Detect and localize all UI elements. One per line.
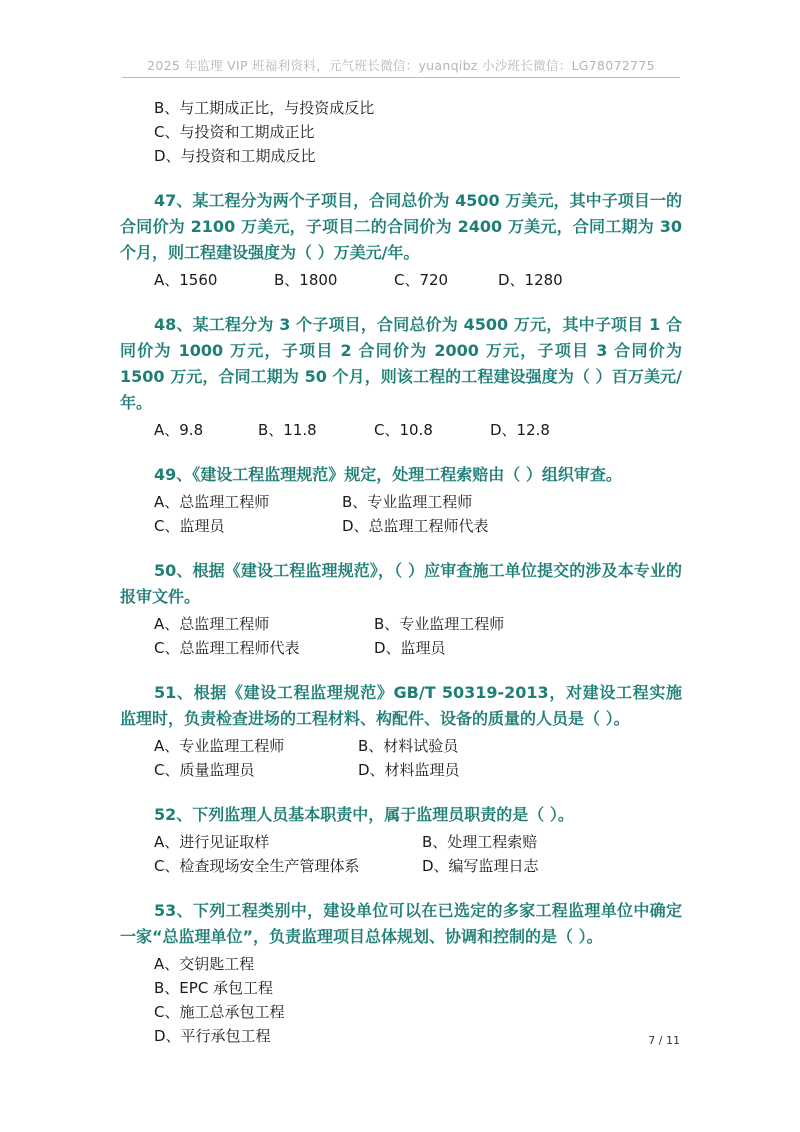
option-a: A、总监理工程师: [154, 615, 270, 633]
question-46-tail: [120, 96, 682, 168]
option-a: A、9.8: [154, 421, 204, 439]
option-b: B、专业监理工程师: [374, 615, 505, 633]
option-d: D、1280: [498, 271, 563, 289]
option-d: D、平行承包工程: [154, 1027, 271, 1045]
option-c: C、总监理工程师代表: [154, 639, 300, 657]
option-a: A、进行见证取样: [154, 833, 270, 851]
option-row: [120, 854, 682, 878]
option-d: D、监理员: [374, 639, 446, 657]
option-b: B、1800: [274, 271, 338, 289]
option-d: D、材料监理员: [358, 761, 460, 779]
header-divider: [122, 77, 680, 78]
option-row: [120, 636, 682, 660]
option-a: A、专业监理工程师: [154, 737, 285, 755]
question-53: [120, 898, 682, 1048]
option-row: [120, 268, 682, 292]
option-row: [120, 612, 682, 636]
question-47: [120, 188, 682, 292]
page-header: 2025 年监理 VIP 班福利资料，元气班长微信：yuanqibz 小沙班长微信：LG78072775: [147, 58, 655, 73]
option-row: [120, 734, 682, 758]
option-row: [120, 830, 682, 854]
question-stem: 48、某工程分为 3 个子项目，合同总价为 4500 万元，其中子项目 1 合同价为 1000 万元，子项目 2 合同价为 2000 万元，子项目 3 合同价为 1500 万元，合同工期为 50 个月，则该工程的工程建设强度为（ ）百万美元/年。: [120, 315, 682, 412]
option-c: C、与投资和工期成正比: [154, 123, 315, 141]
option-row: [120, 514, 682, 538]
option-c: C、720: [394, 271, 449, 289]
question-stem: 53、下列工程类别中，建设单位可以在已选定的多家工程监理单位中确定一家“总监理单位”，负责监理项目总体规划、协调和控制的是（ ）。: [120, 901, 682, 946]
question-48: [120, 312, 682, 442]
option-b: B、材料试验员: [358, 737, 459, 755]
question-52: [120, 802, 682, 878]
document-body: [120, 96, 682, 1048]
option-a: A、1560: [154, 271, 218, 289]
question-49: [120, 462, 682, 538]
option-b: B、EPC 承包工程: [154, 979, 274, 997]
option-b: B、11.8: [258, 421, 317, 439]
option-c: C、施工总承包工程: [154, 1003, 285, 1021]
option-c: C、10.8: [374, 421, 433, 439]
option-b: B、专业监理工程师: [342, 493, 473, 511]
question-stem: 47、某工程分为两个子项目，合同总价为 4500 万美元，其中子项目一的合同价为 2100 万美元，子项目二的合同价为 2400 万美元，合同工期为 30 个月，则工程建设强度为（ ）万美元/年。: [120, 191, 682, 262]
question-stem: 50、根据《建设工程监理规范》，（ ）应审查施工单位提交的涉及本专业的报审文件。: [120, 561, 682, 606]
question-stem: 51、根据《建设工程监理规范》GB/T 50319-2013，对建设工程实施监理时，负责检查进场的工程材料、构配件、设备的质量的人员是（ ）。: [120, 683, 682, 728]
question-51: [120, 680, 682, 782]
option-b: B、处理工程索赔: [422, 833, 538, 851]
page-number: 7 / 11: [648, 1034, 680, 1047]
option-d: D、与投资和工期成反比: [154, 147, 316, 165]
option-a: A、交钥匙工程: [154, 955, 255, 973]
option-b: B、与工期成正比，与投资成反比: [154, 99, 375, 117]
option-d: D、编写监理日志: [422, 857, 539, 875]
option-d: D、12.8: [490, 421, 550, 439]
option-c: C、检查现场安全生产管理体系: [154, 857, 360, 875]
option-row: [120, 758, 682, 782]
option-d: D、总监理工程师代表: [342, 517, 489, 535]
question-50: [120, 558, 682, 660]
option-c: C、监理员: [154, 517, 225, 535]
option-row: [120, 490, 682, 514]
option-row: [120, 418, 682, 442]
question-stem: 52、下列监理人员基本职责中，属于监理员职责的是（ ）。: [154, 805, 574, 824]
question-stem: 49、《建设工程监理规范》规定，处理工程索赔由（ ）组织审查。: [154, 465, 622, 484]
option-a: A、总监理工程师: [154, 493, 270, 511]
option-c: C、质量监理员: [154, 761, 255, 779]
